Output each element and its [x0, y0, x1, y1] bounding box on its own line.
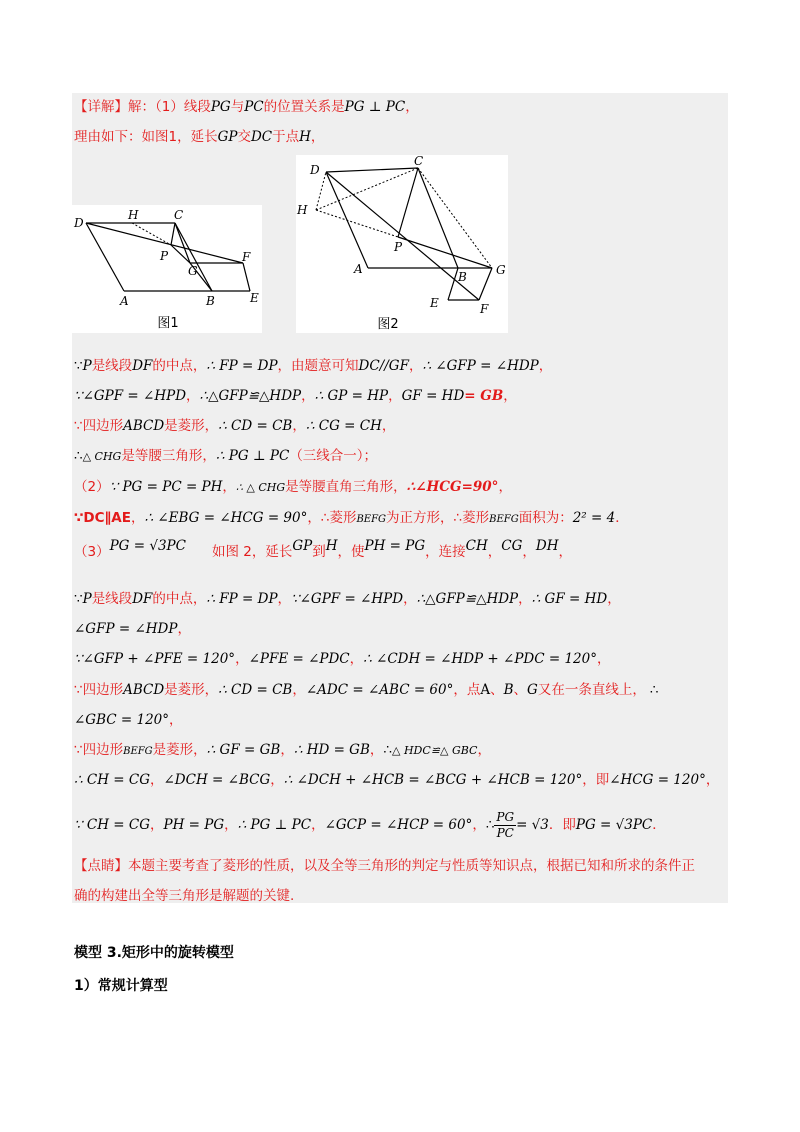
fig1-edge-FE	[243, 263, 250, 291]
solution-line-12: ∵∠GFP + ∠PFE = 120°，∠PFE = ∠PDC，∴ ∠CDH = ∠HDP + ∠PDC = 120°，	[74, 651, 611, 667]
subsection-heading-regular: 1）常规计算型	[74, 978, 168, 994]
solution-line-9: （3）PG = √3PC 如图 2，延长GP到H，使PH = PG，连接CH，CG，DH，	[74, 538, 572, 560]
fig2-label-P: P	[394, 240, 403, 254]
fig2-edge-BE	[448, 268, 458, 300]
fig2-label-G: G	[496, 263, 506, 277]
solution-line-6: ∴△ CHG是等腰三角形，∴ PG ⊥ PC（三线合一）；	[74, 448, 378, 464]
fig1-label-E: E	[250, 291, 259, 305]
figure-2-diagram	[296, 155, 508, 333]
solution-line-8: ∵DC∥AE，∴ ∠EBG = ∠HCG = 90°，∴菱形BEFG为正方形，∴菱形BEFG面积为：2² = 4．	[74, 510, 629, 526]
fig2-label-H: H	[297, 203, 308, 217]
fig2-edge-DF	[326, 172, 479, 300]
solution-line-19: 确的构建出全等三角形是解题的关键.	[74, 888, 295, 904]
fig1-caption: 图1	[157, 316, 179, 331]
fig2-label-C: C	[414, 155, 424, 168]
fig2-label-B: B	[458, 270, 467, 284]
fig1-label-G: G	[188, 264, 198, 278]
solution-line-17: ∵ CH = CG，PH = PG，∴ PG ⊥ PC，∠GCP = ∠HCP = 60°，∴ $\frac{PG}{PC}$ = √3．即PG = √3PC．	[74, 809, 666, 840]
fig2-edge-PC	[398, 168, 418, 237]
solution-line-11: ∠GFP = ∠HDP，	[74, 621, 191, 637]
solution-line-13: ∵四边形ABCD是菱形，∴ CD = CB，∠ADC = ∠ABC = 60°，点A、B、G又在一条直线上， ∴	[74, 682, 659, 698]
detail-label: 【详解】解：（1）线段	[74, 99, 211, 115]
fig1-dashed-HP	[132, 223, 171, 245]
fig1-label-F: F	[242, 250, 251, 264]
fig2-label-E: E	[430, 296, 439, 310]
fig2-dashed-CG	[418, 168, 492, 268]
solution-line-5: ∵四边形ABCD是菱形，∴ CD = CB，∴ CG = CH，	[74, 418, 396, 434]
fig1-label-A: A	[120, 294, 129, 308]
fig1-label-H: H	[128, 208, 139, 222]
solution-line-7: （2）∵ PG = PC = PH，∴ △ CHG是等腰直角三角形，∴∠HCG=90°，	[74, 479, 512, 495]
solution-line-4: ∵∠GPF = ∠HPD，∴△GFP≌△HDP，∴ GP = HP，GF = HD= GB，	[74, 388, 517, 404]
fig1-edge-CG	[175, 223, 190, 263]
fig1-label-C: C	[174, 208, 184, 222]
fig1-label-D: D	[74, 216, 84, 230]
solution-line-15: ∵四边形BEFG是菱形，∴ GF = GB，∴ HD = GB，∴△ HDC≌△ GBC，	[74, 742, 491, 758]
solution-line-14: ∠GBC = 120°，	[74, 712, 183, 728]
figure-1	[72, 205, 262, 333]
solution-line-10: ∵P是线段DF的中点，∴ FP = DP，∵∠GPF = ∠HPD，∴△GFP≌△HDP，∴ GF = HD，	[74, 591, 621, 607]
figure-1-diagram	[72, 205, 262, 333]
fig1-edge-DA	[86, 223, 124, 291]
fig2-edge-DC	[326, 168, 418, 172]
key-point-label: 【点睛】	[74, 858, 128, 874]
solution-line-2: 理由如下：如图1，延长GP交DC于点H，	[74, 129, 325, 145]
fig2-edge-PG	[398, 237, 492, 268]
fig2-dashed-HP	[316, 210, 398, 237]
fig2-dashed-HC	[316, 168, 418, 210]
fig1-label-P: P	[160, 249, 169, 263]
fig2-label-F: F	[480, 302, 489, 316]
fig2-label-D: D	[310, 163, 320, 177]
fig2-edge-CB	[418, 168, 458, 268]
solution-line-16: ∴ CH = CG，∠DCH = ∠BCG，∴ ∠DCH + ∠HCB = ∠BCG + ∠HCB = 120°，即∠HCG = 120°，	[74, 772, 720, 788]
fig1-edge-PC	[171, 223, 175, 245]
figure-2	[296, 155, 508, 333]
fig1-edge-CB	[175, 223, 212, 291]
fig1-label-B: B	[206, 294, 215, 308]
fig2-edge-FG	[479, 268, 492, 300]
fig2-dashed-HD	[316, 172, 326, 210]
solution-line-3: ∵P是线段DF的中点，∴ FP = DP，由题意可知DC//GF，∴ ∠GFP = ∠HDP，	[74, 358, 553, 374]
solution-line-18: 【点睛】本题主要考查了菱形的性质，以及全等三角形的判定与性质等知识点，根据已知和所求的条件正	[74, 858, 695, 874]
section-heading-model-3: 模型 3.矩形中的旋转模型	[74, 945, 234, 961]
solution-line-1: 【详解】解：（1）线段PG与PC的位置关系是PG ⊥ PC，	[74, 99, 419, 115]
fig2-caption: 图2	[377, 317, 399, 332]
fig2-label-A: A	[354, 262, 363, 276]
fraction-pg-pc: $\frac{PG}{PC}$	[496, 809, 515, 840]
